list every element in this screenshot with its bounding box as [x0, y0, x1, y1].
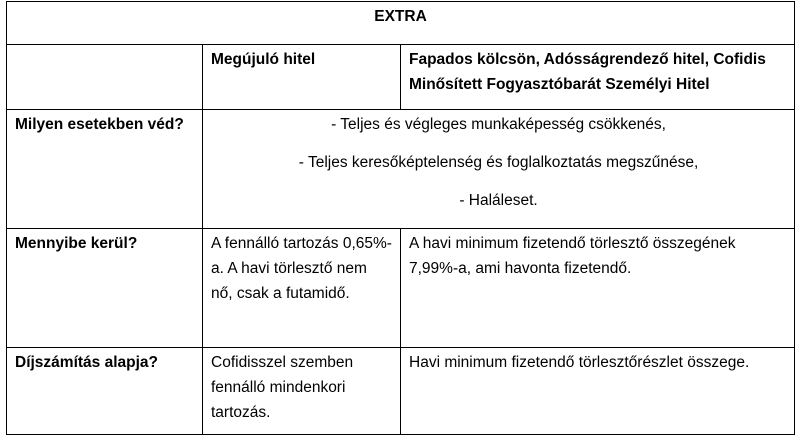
row-label-cases: Milyen esetekben véd?: [7, 110, 203, 229]
row-label-fee-basis: Díjszámítás alapja?: [7, 348, 203, 435]
table-row: [7, 110, 795, 229]
table-title-row: [7, 2, 795, 45]
cases-list-cell: [203, 110, 795, 229]
insurance-comparison-table: [6, 1, 795, 435]
table-row: [7, 229, 795, 348]
header-other-loans: Fapados kölcsön, Adósságrendező hitel, Cofidis Minősített Fogyasztóbarát Személyi Hitel: [401, 45, 795, 110]
table-row: [7, 348, 795, 435]
row-label-cost: Mennyibe kerül?: [7, 229, 203, 348]
header-renewable-credit: Megújuló hitel: [203, 45, 401, 110]
case-item: - Teljes keresőképtelenség és foglalkoztatás megszűnése,: [298, 154, 699, 171]
basis-renewable-credit: Cofidisszel szemben fennálló mindenkori tartozás.: [203, 348, 401, 435]
table-title: EXTRA: [7, 2, 795, 45]
header-empty-cell: [7, 45, 203, 110]
cost-renewable-credit: A fennálló tartozás 0,65%-a. A havi törlesztő nem nő, csak a futamidő.: [203, 229, 401, 348]
case-item: - Haláleset.: [459, 192, 538, 209]
case-item: - Teljes és végleges munkaképesség csökkenés,: [331, 116, 666, 133]
basis-other-loans: Havi minimum fizetendő törlesztőrészlet összege.: [401, 348, 795, 435]
table-header-row: [7, 45, 795, 110]
cost-other-loans: A havi minimum fizetendő törlesztő összegének 7,99%-a, ami havonta fizetendő.: [401, 229, 795, 348]
